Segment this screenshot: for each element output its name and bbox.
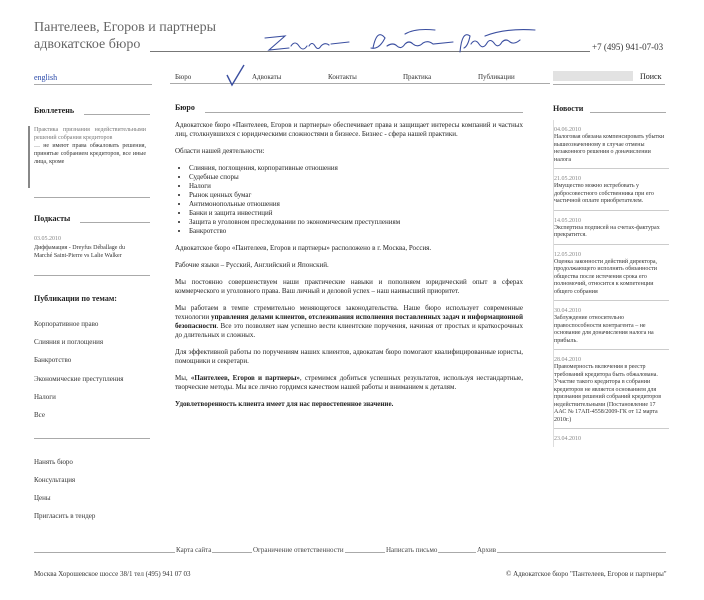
main-title-divider [205, 112, 523, 113]
list-item: • Слияния, поглощения, корпоративные отношения [189, 164, 523, 173]
bulletin-box [28, 126, 146, 188]
news-date: 21.05.2010 [554, 176, 581, 182]
news-text[interactable]: Оценка законности действий директора, продолжающего исполнять обязанности общества после истечения срока его полномочий, относится к компетенции общего собрания [554, 258, 658, 295]
podcasts-title: Подкасты [34, 214, 71, 223]
bulletin-title-divider [84, 114, 150, 115]
methods-text-a: Мы, [175, 374, 191, 382]
archive-link[interactable]: Архив [477, 546, 497, 554]
methods-text-c: , стремимся добиться успешных результатов, используя нестандартные, творческие методы. Мы все лично гордимся качеством нашей работы и вниманием к деталям. [175, 374, 523, 391]
news-item[interactable] [554, 245, 669, 302]
methods-text-bold: «Пантелеев, Егоров и партнеры» [190, 374, 300, 382]
news-item[interactable] [554, 350, 669, 429]
news-date: 23.04.2010 [554, 436, 581, 442]
footer-divider [34, 552, 666, 553]
news-title-divider [590, 112, 666, 113]
topics-title: Публикации по темам: [34, 294, 117, 303]
news-text[interactable]: Заблуждение относительно правоспособности контрагента – не основание для доначисления налога на прибыль. [554, 315, 654, 344]
hire-bureau-link[interactable]: Нанять бюро [34, 458, 73, 466]
list-item: • Банкротство [189, 227, 523, 236]
nav-item-publications[interactable]: Публикации [478, 73, 515, 81]
list-item: • Рынок ценных бумаг [189, 191, 523, 200]
list-item: • Антимонопольные отношения [189, 200, 523, 209]
sitemap-link[interactable]: Карта сайта [176, 546, 212, 554]
nav-item-contacts[interactable]: Контакты [328, 73, 357, 81]
firm-name: Пантелеев, Егоров и партнеры [34, 20, 216, 35]
location-paragraph: Адвокатское бюро «Пантелеев, Егоров и партнеры» расположено в г. Москва, Россия. [175, 244, 432, 252]
bulletin-divider [34, 197, 150, 198]
languages-paragraph: Рабочие языки – Русский, Английский и Японский. [175, 261, 329, 269]
news-text[interactable]: Экспертиза подписей на счетах-фактурах прекратится. [554, 224, 660, 238]
news-title: Новости [553, 104, 584, 113]
areas-list [175, 164, 523, 236]
topic-mergers[interactable]: Слияния и поглощения [34, 338, 104, 346]
areas-heading: Области нашей деятельности: [175, 147, 265, 155]
news-date: 12.05.2010 [554, 251, 581, 258]
firm-subtitle: адвокатское бюро [34, 37, 141, 52]
checkmark-icon [224, 63, 246, 87]
page-title: Бюро [175, 103, 195, 112]
list-item: • Защита в уголовном преследовании по экономическим преступлениям [189, 218, 523, 227]
news-text[interactable]: Правомерность включения в реестр требований кредитора быть обжалована. Участие такого кредитора в собрании кредиторов не является основанием для признания решений собраний кредиторов недействительными (Постановление 17 ААС № 17АП-4558/2009-ГК от 12 марта 2010г.) [554, 364, 662, 423]
disclaimer-link[interactable]: Ограничение ответственности [253, 546, 344, 554]
podcasts-title-divider [80, 222, 150, 223]
prices-link[interactable]: Цены [34, 494, 51, 502]
search-input[interactable] [553, 71, 633, 81]
topic-bankruptcy[interactable]: Банкротство [34, 356, 72, 364]
invite-tender-link[interactable]: Пригласить в тендер [34, 512, 96, 520]
footer-address: Москва Хорошевское шоссе 38/1 тел (495) 941 07 03 [34, 570, 191, 578]
search-button[interactable]: Поиск [640, 72, 662, 81]
search-divider [553, 84, 665, 85]
news-date: 14.05.2010 [554, 217, 581, 224]
tech-text-bold: управления делами клиентов, отслеживания исполнения поставленных задач и информационной безопасности [175, 313, 523, 330]
podcast-date: 03.05.2010 [34, 236, 61, 242]
phone-number: +7 (495) 941-07-03 [592, 42, 664, 52]
topic-corporate-law[interactable]: Корпоративное право [34, 320, 99, 328]
methods-paragraph [175, 374, 523, 392]
news-item[interactable] [554, 120, 669, 169]
topics-divider [34, 438, 150, 439]
news-item[interactable] [554, 429, 669, 447]
main-content [175, 103, 523, 417]
topic-economic-crimes[interactable]: Экономические преступления [34, 375, 124, 383]
intro-paragraph: Адвокатское бюро «Пантелеев, Егоров и партнеры» обеспечивает права и защищает интересы компаний и частных лиц, столкнувшихся с юридическими сложностями в бизнесе. Бизнес - сфера нашей практики. [175, 121, 523, 138]
write-letter-link[interactable]: Написать письмо [386, 546, 438, 554]
bulletin-title: Бюллетень [34, 106, 75, 115]
client-satisfaction-text: Удовлетворенность клиента имеет для нас первостепенное значение. [175, 400, 394, 408]
nav-item-buro[interactable]: Бюро [175, 73, 192, 81]
news-item[interactable] [554, 211, 669, 245]
language-switch-link[interactable]: english [34, 73, 58, 82]
bulletin-lead[interactable]: Практика признания недействительными решений собрания кредиторов [34, 127, 146, 141]
news-text[interactable]: Имущество можно истребовать у добросовестного собственника при его частичной оплате приобретателем. [554, 183, 654, 204]
nav-item-practice[interactable]: Практика [403, 73, 432, 81]
consultation-link[interactable]: Консультация [34, 476, 76, 484]
tech-text-a: Мы работаем в темпе стремительно меняющегося законодательства. Наше бюро использует современные технологии [175, 304, 523, 321]
technology-paragraph [175, 304, 523, 340]
news-item[interactable] [554, 301, 669, 350]
skills-paragraph: Мы постоянно совершенствуем наши практические навыки и пополняем юридический опыт в сферах коммерческого и уголовного права. Ваш личный и деловой успех – наш наивысший приоритет. [175, 278, 523, 295]
topic-taxes[interactable]: Налоги [34, 393, 56, 401]
news-date: 30.04.2010 [554, 308, 581, 314]
podcast-link[interactable]: Диффамация - Dreyfus Déballage du Marché Saint-Pierre vs Lalie Walker [34, 245, 125, 259]
tech-text-c: . Все это позволяет нам успешно вести клиентские поручения, начиная от простых и краткосрочных до длительных и сложных. [175, 322, 523, 339]
topic-all[interactable]: Все [34, 411, 45, 419]
news-date: 04.06.2010 [554, 127, 581, 133]
list-item: • Налоги [189, 182, 523, 191]
nav-item-lawyers[interactable]: Адвокаты [252, 73, 282, 81]
client-satisfaction-paragraph [175, 400, 523, 409]
list-item: • Банки и защита инвестиций [189, 209, 523, 218]
footer-copyright: © Адвокатское бюро "Пантелеев, Егоров и партнеры" [506, 570, 667, 578]
news-text[interactable]: Налоговая обязана компенсировать убытки вышеозначенному в случае отмены незаконного решения о доначислении налога [554, 134, 665, 163]
news-date: 28.04.2010 [554, 357, 581, 363]
news-item[interactable] [554, 169, 669, 211]
signatures-logo [255, 24, 560, 60]
staff-paragraph: Для эффективной работы по поручениям наших клиентов, адвокатам бюро помогают квалифицированные юристы, помощники и секретари. [175, 348, 523, 365]
list-item: • Судебные споры [189, 173, 523, 182]
language-divider [34, 84, 152, 85]
bulletin-text: … не имеют права обжаловать решения, принятые собранием кредиторов, все иные лица, кроме [34, 143, 146, 165]
news-list [553, 120, 669, 447]
podcasts-divider [34, 275, 150, 276]
